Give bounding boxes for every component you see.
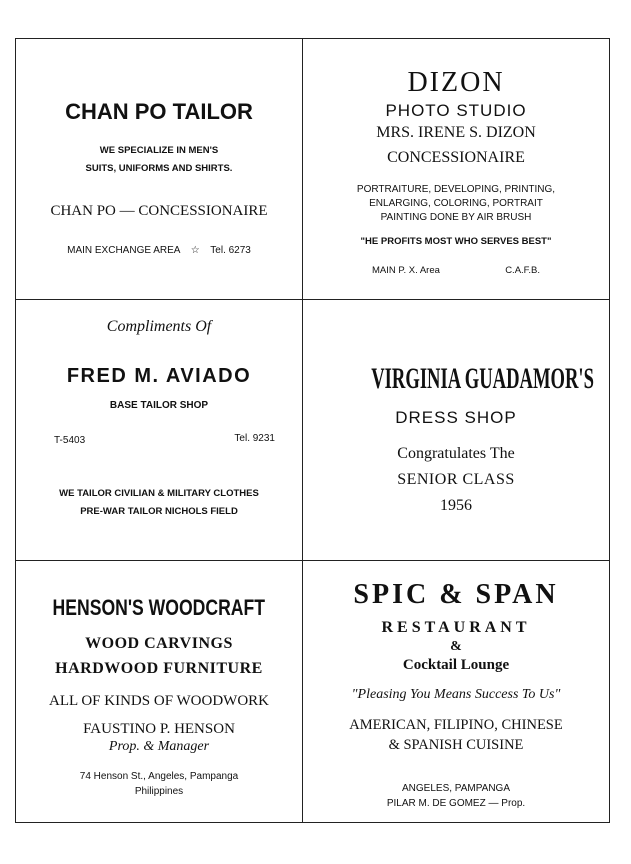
ad-line: WOOD CARVINGS: [85, 635, 233, 652]
ad-business: PHOTO STUDIO: [385, 101, 527, 120]
ad-contact: [16, 245, 302, 256]
ad-title-text: HENSON'S WOODCRAFT: [52, 595, 266, 620]
ad-title: [16, 595, 302, 621]
advertisement-grid: [15, 38, 610, 823]
star-icon: ☆: [190, 245, 200, 256]
ad-spic-and-span: [303, 561, 609, 822]
ad-title-text: VIRGINIA GUADAMOR'S: [371, 362, 594, 395]
ad-shop: BASE TAILOR SHOP: [109, 400, 209, 411]
ad-dizon-photo-studio: [303, 39, 609, 300]
ad-slogan: "Pleasing You Means Success To Us": [351, 687, 561, 702]
ad-fred-aviado: [16, 300, 303, 561]
ad-business: RESTAURANT: [381, 619, 531, 636]
ad-line: Congratulates The: [397, 445, 515, 462]
ad-title: FRED M. AVIADO: [66, 365, 252, 387]
ad-chan-po-tailor: [16, 39, 303, 300]
ad-business: DRESS SHOP: [395, 408, 517, 427]
ad-line: ALL OF KINDS OF WOODWORK: [49, 693, 269, 709]
ad-tagline: WE SPECIALIZE IN MEN'S: [99, 145, 219, 156]
ad-title: SPIC & SPAN: [353, 579, 559, 610]
ad-owner: MRS. IRENE S. DIZON: [376, 124, 536, 141]
ad-phone: Tel. 9231: [234, 433, 275, 444]
ad-code: T-5403: [54, 435, 86, 446]
ad-line: PRE-WAR TAILOR NICHOLS FIELD: [80, 506, 238, 517]
ad-year: 1956: [440, 497, 472, 514]
ad-services: ENLARGING, COLORING, PORTRAIT: [369, 198, 543, 209]
ad-motto: "HE PROFITS MOST WHO SERVES BEST": [360, 236, 552, 247]
ad-lounge: Cocktail Lounge: [402, 657, 510, 673]
ad-role: Prop. & Manager: [108, 739, 210, 754]
ad-line: WE TAILOR CIVILIAN & MILITARY CLOTHES: [59, 488, 259, 499]
ad-concessionaire: CHAN PO — CONCESSIONAIRE: [50, 203, 268, 219]
ad-title: DIZON: [407, 67, 505, 98]
ad-location: MAIN P. X. Area: [371, 265, 440, 276]
ad-owner: FAUSTINO P. HENSON: [83, 721, 235, 737]
ad-virginia-guadamor: [303, 300, 609, 561]
ad-services: PORTRAITURE, DEVELOPING, PRINTING,: [356, 184, 556, 195]
ad-proprietor: PILAR M. DE GOMEZ — Prop.: [386, 798, 526, 809]
ad-address: 74 Henson St., Angeles, Pampanga: [79, 771, 239, 782]
ad-footer: [303, 265, 609, 276]
ad-tagline: SUITS, UNIFORMS AND SHIRTS.: [85, 163, 233, 174]
ad-ampersand: &: [450, 639, 462, 654]
ad-address: Philippines: [134, 786, 184, 797]
ad-cuisine: & SPANISH CUISINE: [388, 737, 524, 753]
ad-role: CONCESSIONAIRE: [387, 149, 525, 166]
ad-base: C.A.F.B.: [505, 265, 541, 276]
ad-location: MAIN EXCHANGE AREA: [67, 245, 180, 256]
ad-hensons-woodcraft: [16, 561, 303, 822]
ad-cuisine: AMERICAN, FILIPINO, CHINESE: [349, 717, 563, 733]
ad-compliments: Compliments Of: [106, 318, 212, 335]
ad-title: CHAN PO TAILOR: [65, 99, 253, 124]
ad-phone: Tel. 6273: [210, 245, 251, 256]
ad-location: ANGELES, PAMPANGA: [402, 783, 510, 794]
ad-line: SENIOR CLASS: [397, 471, 515, 488]
ad-line: HARDWOOD FURNITURE: [55, 660, 263, 677]
ad-services: PAINTING DONE BY AIR BRUSH: [380, 212, 532, 223]
ad-title: [303, 362, 609, 396]
